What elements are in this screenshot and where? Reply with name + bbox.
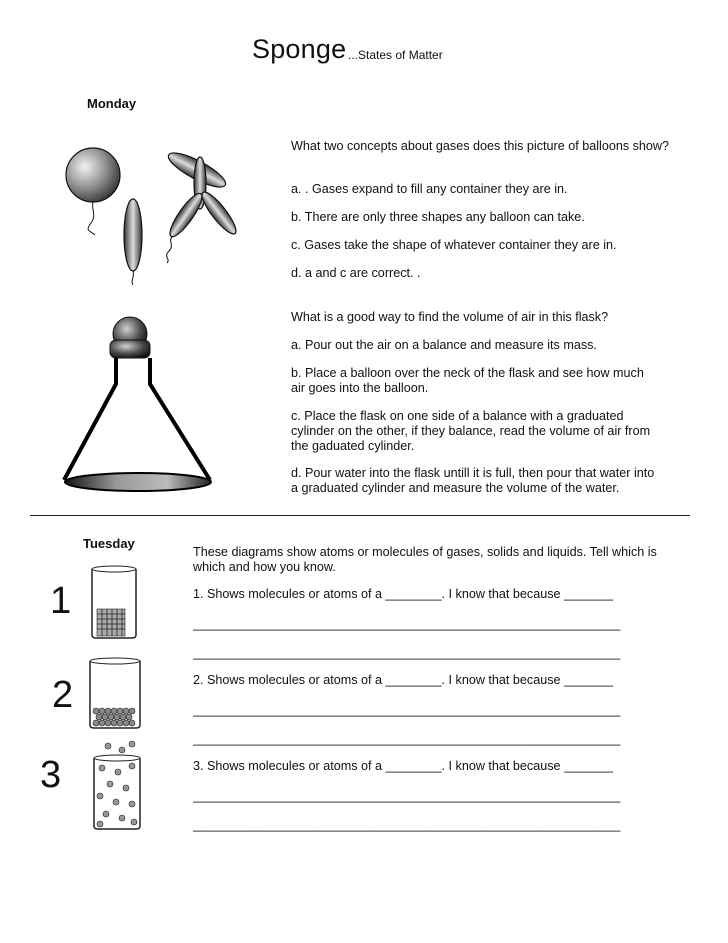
balloons-illustration [55,135,250,285]
flask-stopper [110,317,150,358]
flask-illustration [58,312,218,497]
tuesday-label: Tuesday [83,536,135,551]
page-subtitle: ...States of Matter [348,48,443,62]
item2-answer-line-2[interactable]: _____________________________________________________________ [193,732,621,746]
page-title: Sponge [252,34,347,64]
flask-base [65,473,211,491]
question2-option-b: b. Place a balloon over the neck of the flask and see how much air goes into the balloon. [291,366,644,395]
question1-option-b: b. There are only three shapes any balloon can take. [291,210,585,224]
beaker-gas-diagram [88,740,146,832]
item1-statement: 1. Shows molecules or atoms of a ________. I know that because _______ [193,587,614,601]
item3-statement: 3. Shows molecules or atoms of a ________. I know that because _______ [193,759,614,773]
round-balloon [66,148,120,235]
question1-prompt: What two concepts about gases does this picture of balloons show? [291,139,670,153]
question1-option-a: a. . Gases expand to fill any container they are in. [291,182,568,196]
item2-answer-line-1[interactable]: _____________________________________________________________ [193,703,621,717]
question2-option-c: c. Place the flask on one side of a balance with a graduated cylinder on the other, if they balance, read the volume of air from the gaduated cylinder. [291,409,651,453]
item1-answer-line-2[interactable]: _____________________________________________________________ [193,646,621,660]
question2-option-d: d. Pour water into the flask untill it is full, then pour that water into a graduated cylinder and measure the volume of the water. [291,466,655,495]
question1-option-c: c. Gases take the shape of whatever container they are in. [291,238,617,252]
tuesday-intro: These diagrams show atoms or molecules of gases, solids and liquids. Tell which is which and how you know. [193,545,657,574]
section-divider [30,515,690,516]
long-balloon [124,199,142,285]
monday-label: Monday [87,96,137,111]
beaker-liquid-diagram [84,655,146,730]
twisted-balloon-animal [165,147,241,263]
diagram-number-2: 2 [52,674,74,716]
item1-answer-line-1[interactable]: _____________________________________________________________ [193,617,621,631]
question2-prompt: What is a good way to find the volume of air in this flask? [291,310,609,324]
beaker-solid-diagram [88,565,140,640]
item2-statement: 2. Shows molecules or atoms of a ________. I know that because _______ [193,673,614,687]
diagram-number-3: 3 [40,754,62,796]
item3-answer-line-2[interactable]: _____________________________________________________________ [193,818,621,832]
item3-answer-line-1[interactable]: _____________________________________________________________ [193,789,621,803]
question1-option-d: d. a and c are correct. . [291,266,421,280]
flask-body [64,358,210,480]
question2-option-a: a. Pour out the air on a balance and measure its mass. [291,338,597,352]
diagram-number-1: 1 [50,580,72,622]
